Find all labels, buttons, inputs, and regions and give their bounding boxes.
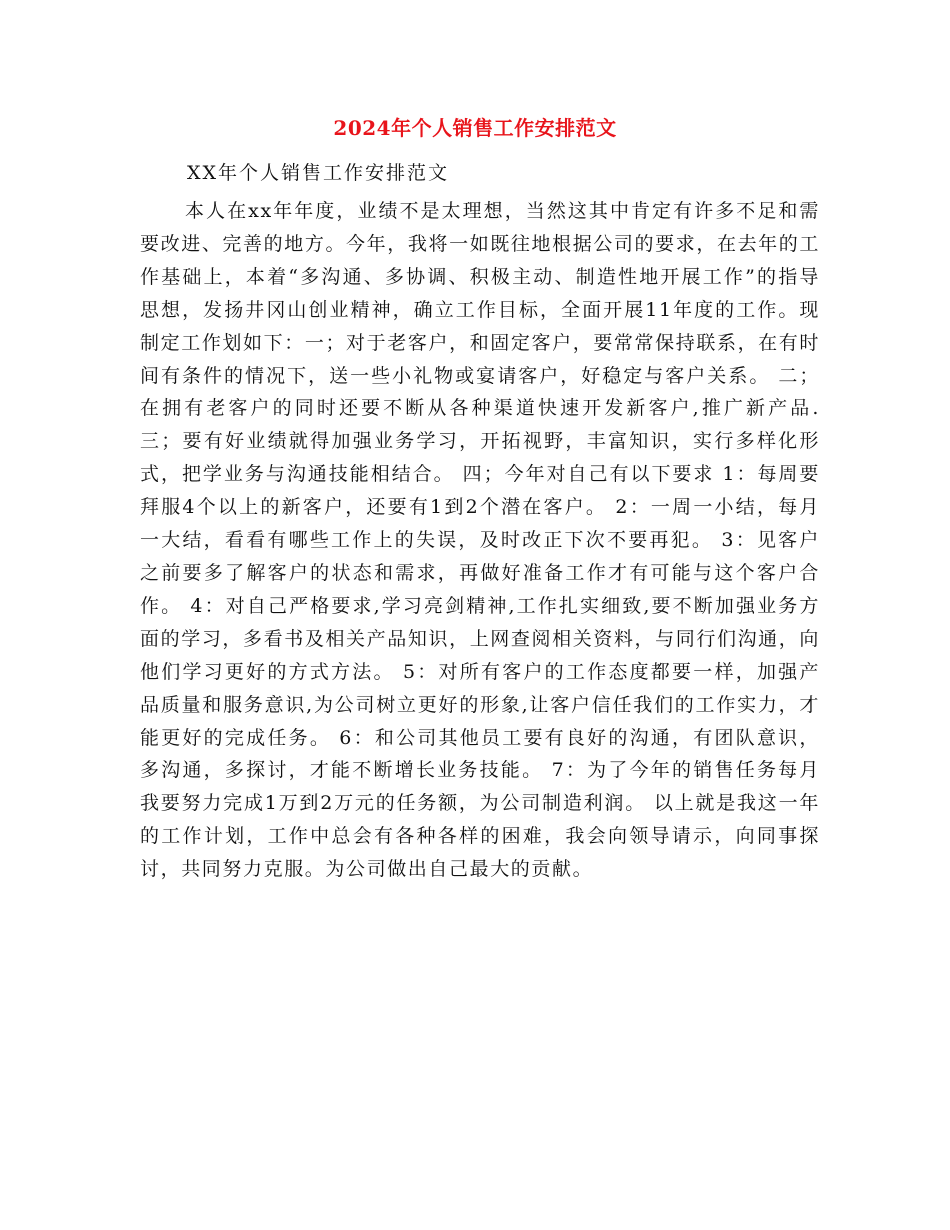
- document-body-paragraph: 本人在xx年年度，业绩不是太理想，当然这其中肯定有许多不足和需要改进、完善的地方。今年，我将一如既往地根据公司的要求，在去年的工作基础上，本着“多沟通、多协调、积极主动、制造性地开展工作”的指导思想，发扬井冈山创业精神，确立工作目标，全面开展11年度的工作。现制定工作划如下：一；对于老客户，和固定客户，要常常保持联系，在有时间有条件的情况下，送一些小礼物或宴请客户，好稳定与客户关系。 二；在拥有老客户的同时还要不断从各种渠道快速开发新客户,推广新产品. 三；要有好业绩就得加强业务学习，开拓视野，丰富知识，实行多样化形式，把学业务与沟通技能相结合。 四；今年对自己有以下要求 1：每周要拜服4个以上的新客户，还要有1到2个潜在客户。 2：一周一小结，每月一大结，看看有哪些工作上的失误，及时改正下次不要再犯。 3：见客户之前要多了解客户的状态和需求，再做好准备工作才有可能与这个客户合作。 4：对自己严格要求,学习亮剑精神,工作扎实细致,要不断加强业务方面的学习，多看书及相关产品知识，上网查阅相关资料，与同行们沟通，向他们学习更好的方式方法。 5：对所有客户的工作态度都要一样，加强产品质量和服务意识,为公司树立更好的形象,让客户信任我们的工作实力，才能更好的完成任务。 6：和公司其他员工要有良好的沟通，有团队意识，多沟通，多探讨，才能不断增长业务技能。 7：为了今年的销售任务每月我要努力完成1万到2万元的任务额，为公司制造利润。 以上就是我这一年的工作计划，工作中总会有各种各样的困难，我会向领导请示，向同事探讨，共同努力克服。为公司做出自己最大的贡献。: [140, 200, 820, 881]
- document-title: 2024年个人销售工作安排范文: [333, 116, 617, 140]
- document-subtitle: XX年个人销售工作安排范文: [187, 162, 450, 184]
